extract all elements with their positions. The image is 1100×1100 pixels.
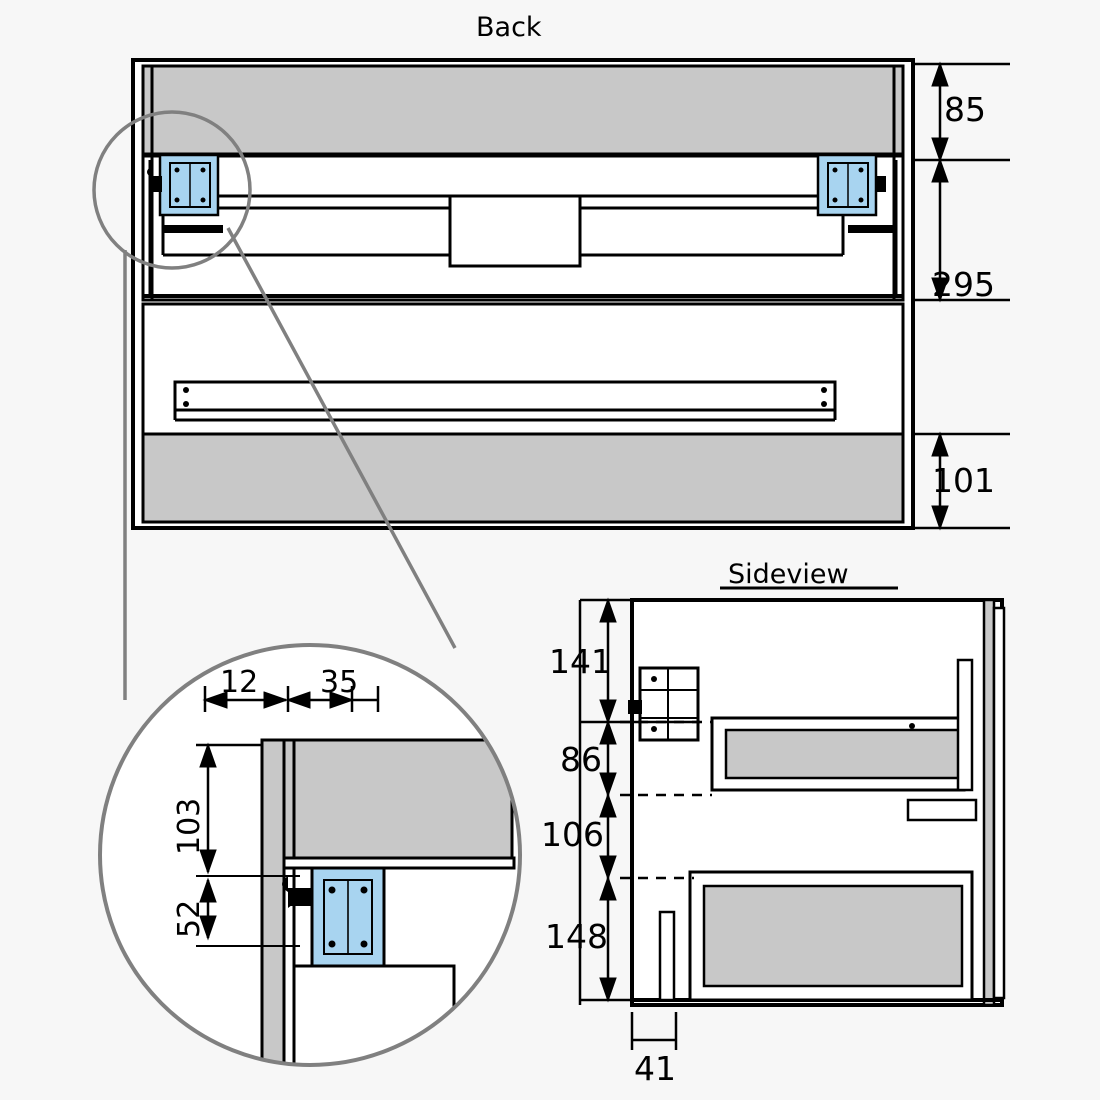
side-hinge	[628, 668, 698, 740]
dim-back-101: 101	[932, 461, 995, 500]
side-view-group	[628, 600, 1004, 1005]
sideview-title: Sideview	[728, 559, 849, 590]
dim-side-148: 148	[545, 917, 608, 956]
dim-detail-35: 35	[320, 665, 359, 700]
dim-side-106: 106	[541, 815, 604, 854]
dim-detail-12: 12	[220, 665, 259, 700]
back-view-title: Back	[476, 12, 542, 43]
dim-detail-103: 103	[172, 797, 207, 855]
dim-detail-52: 52	[172, 899, 207, 938]
dim-back-295: 295	[932, 265, 995, 304]
dim-side-141: 141	[549, 642, 612, 681]
dim-side-86: 86	[560, 740, 602, 779]
back-view-group	[133, 60, 913, 528]
dim-back-85: 85	[944, 90, 986, 129]
dim-side-41: 41	[634, 1049, 676, 1088]
